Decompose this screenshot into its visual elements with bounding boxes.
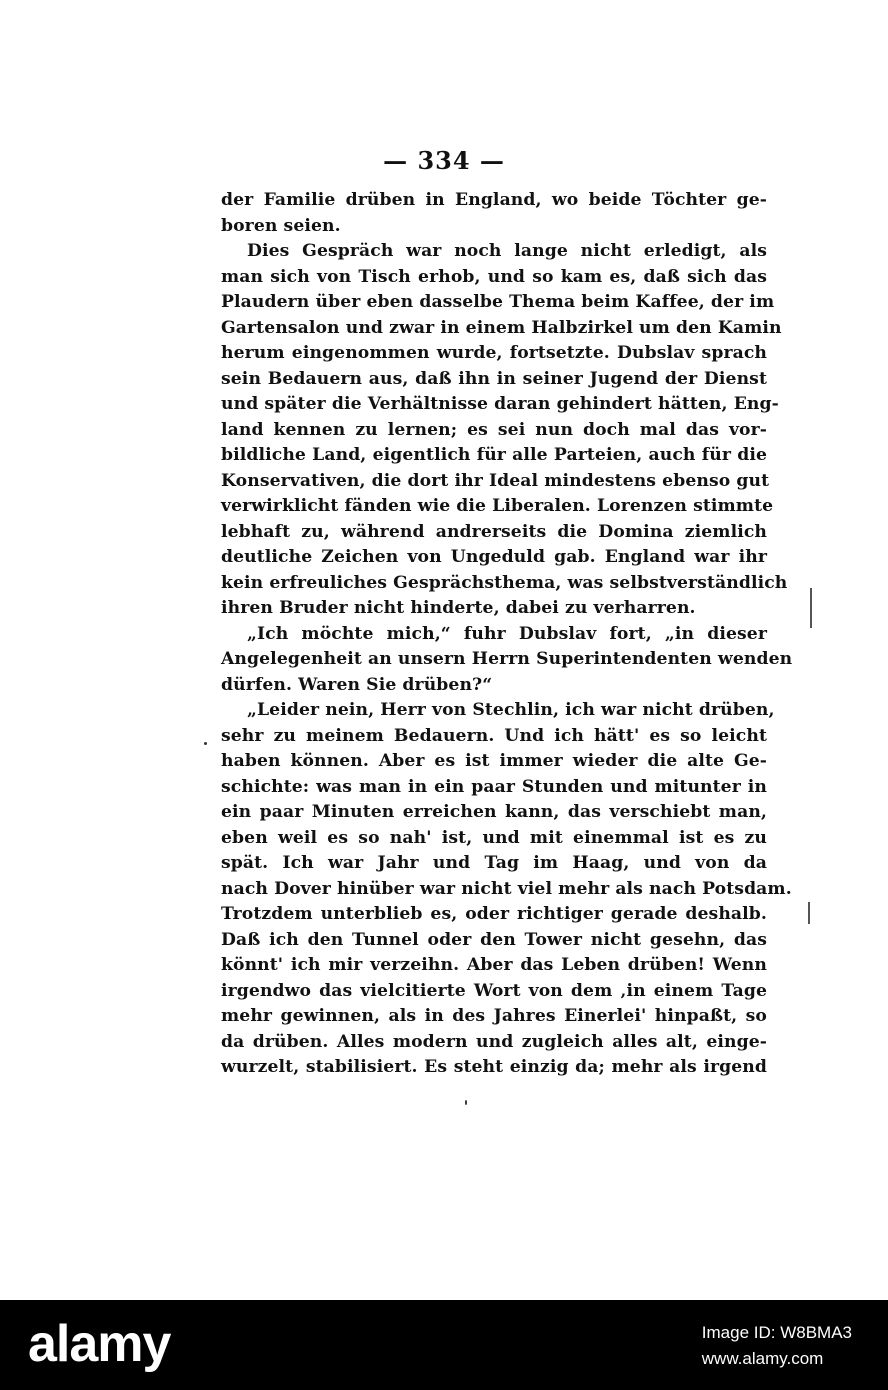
text-line: sein Bedauern aus, daß ihn in seiner Jugend der Dienst [221,368,767,389]
text-line: haben können. Aber es ist immer wieder die alte Ge- [221,751,767,771]
scan-speck [465,1100,467,1105]
text-line: sehr zu meinem Bedauern. Und ich hätt' es so leicht [221,725,767,746]
text-line: „Leider nein, Herr von Stechlin, ich war nicht drüben, [247,700,775,720]
text-line: bildliche Land, eigentlich für alle Parteien, auch für die [221,445,767,465]
text-line: Angelegenheit an unsern Herrn Superintendenten wenden [221,649,793,669]
scan-speck [204,742,207,745]
text-line: deutliche Zeichen von Ungeduld gab. England war ihr [221,547,767,567]
text-line: dürfen. Waren Sie drüben?“ [221,674,493,695]
text-line: lebhaft zu, während andrerseits die Domina ziemlich [221,521,767,542]
website-label: www.alamy.com [701,1349,824,1368]
text-line: Gartensalon und zwar in einem Halbzirkel um den Kamin [221,317,782,338]
text-line: da drüben. Alles modern und zugleich alles alt, einge- [221,1031,767,1052]
text-line: der Familie drüben in England, wo beide Töchter ge- [221,190,767,210]
text-line: Plaudern über eben dasselbe Thema beim Kaffee, der im [221,292,775,312]
text-line: „Ich möchte mich,“ fuhr Dubslav fort, „in dieser [247,623,767,644]
text-line: Dies Gespräch war noch lange nicht erledigt, als [247,241,767,261]
text-line: und später die Verhältnisse daran gehindert hätten, Eng- [221,394,779,414]
text-line: eben weil es so nah' ist, und mit einemmal ist es zu [221,827,767,848]
text-line: mehr gewinnen, als in des Jahres Einerlei' hinpaßt, so [221,1006,767,1026]
text-line: man sich von Tisch erhob, und so kam es, daß sich das [221,266,767,287]
image-id-label: Image ID: W8BMA3 [701,1323,852,1342]
text-line: land kennen zu lernen; es sei nun doch mal das vor- [221,419,767,440]
text-line: irgendwo das vielcitierte Wort von dem ‚in einem Tage [221,980,767,1001]
page-number: — 334 — [383,146,505,175]
text-line: kein erfreuliches Gesprächsthema, was selbstverständlich [221,572,788,593]
scan-margin-mark [808,902,810,924]
text-line: herum eingenommen wurde, fortsetzte. Dubslav sprach [221,343,767,363]
image-info [702,1320,852,1372]
text-line: schichte: was man in ein paar Stunden und mitunter in [221,776,767,797]
text-line: ein paar Minuten erreichen kann, das verschiebt man, [221,802,767,822]
page-text [221,188,793,1081]
text-line: ihren Bruder nicht hinderte, dabei zu verharren. [221,598,696,618]
text-line: spät. Ich war Jahr und Tag im Haag, und von da [221,853,767,873]
alamy-logo: alamy [28,1315,171,1373]
text-line: boren seien. [221,215,341,236]
scan-margin-mark [810,588,812,628]
text-line: Konservativen, die dort ihr Ideal mindestens ebenso gut [221,470,770,491]
text-line: verwirklicht fänden wie die Liberalen. Lorenzen stimmte [221,496,774,516]
text-line: nach Dover hinüber war nicht viel mehr als nach Potsdam. [221,878,792,899]
text-line: wurzelt, stabilisiert. Es steht einzig da; mehr als irgend [221,1057,767,1077]
text-line: Daß ich den Tunnel oder den Tower nicht gesehn, das [221,929,767,950]
text-line: Trotzdem unterblieb es, oder richtiger gerade deshalb. [221,904,767,924]
text-line: könnt' ich mir verzeihn. Aber das Leben drüben! Wenn [221,955,767,975]
stock-watermark-banner [0,1300,888,1390]
